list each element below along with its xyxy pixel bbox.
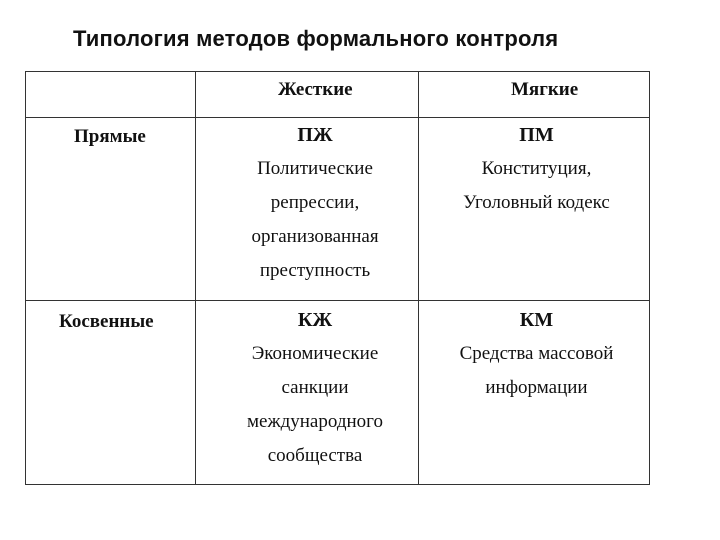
row-divider-2 (26, 300, 649, 301)
row-header-indirect: Косвенные (59, 311, 154, 332)
cell-line: Конституция, (481, 158, 592, 179)
cell-indirect-hard (196, 303, 434, 473)
cell-indirect-soft (419, 303, 654, 405)
column-header-soft: Мягкие (511, 79, 579, 100)
column-header-hard: Жесткие (278, 79, 353, 100)
cell-code: ПЖ (297, 124, 333, 146)
slide-title: Типология методов формального контроля (73, 26, 559, 51)
cell-line: репрессии, (270, 192, 360, 213)
cell-code: ПМ (519, 124, 554, 146)
cell-direct-hard (196, 118, 434, 288)
row-header-direct: Прямые (74, 126, 146, 147)
cell-line: санкции (281, 377, 349, 398)
cell-line: Средства массовой (459, 343, 614, 364)
cell-code: КМ (519, 309, 554, 331)
cell-line: организованная (251, 226, 379, 247)
cell-line: информации (485, 377, 588, 398)
cell-line: сообщества (267, 445, 363, 466)
cell-line: преступность (259, 260, 371, 281)
cell-code: КЖ (297, 309, 333, 331)
cell-direct-soft (419, 118, 654, 220)
cell-line: Уголовный кодекс (463, 192, 610, 213)
cell-line: международного (247, 411, 383, 432)
cell-line: Экономические (251, 343, 379, 364)
cell-line: Политические (257, 158, 373, 179)
